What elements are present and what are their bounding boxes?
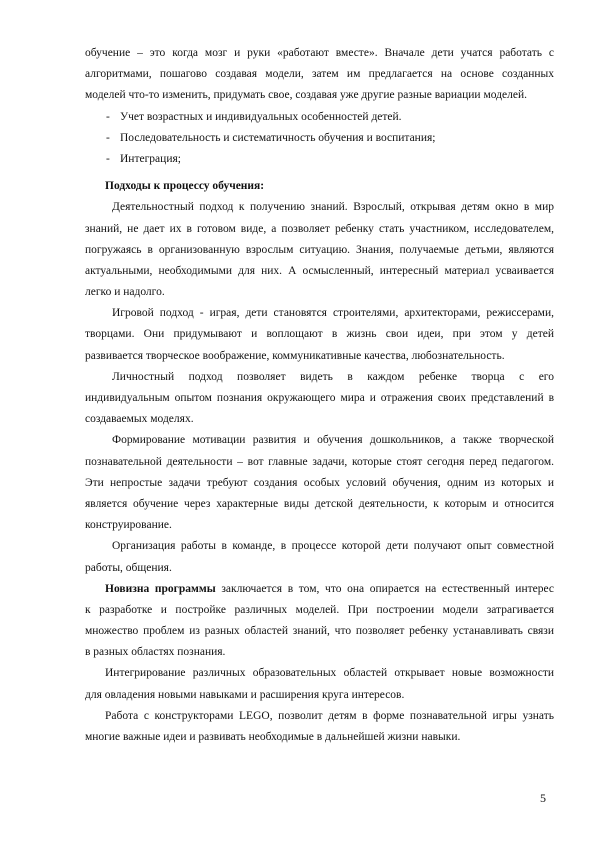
- paragraph-line: знаний, не дает их в готовом виде, а позволяет ребенку стать участником, исследователем,: [85, 222, 554, 235]
- paragraph-line: создаваемых моделях.: [85, 413, 194, 426]
- paragraph-line: творцами. Они придумывают и воплощают в жизнь свои идеи, при этом у детей: [85, 328, 554, 341]
- paragraph-line: Эти непростые задачи требуют создания особых условий обучения, одним из которых и: [85, 476, 554, 489]
- bullet-dash: -: [106, 110, 110, 123]
- paragraph-line: множество проблем из разных областей знаний, что позволяет ребенку устанавливать связи: [85, 625, 554, 638]
- paragraph-line: Деятельностный подход к получению знаний. Взрослый, открывая детям окно в мир: [112, 201, 554, 214]
- intro-line: обучение – это когда мозг и руки «работают вместе». Вначале дети учатся работать с: [85, 47, 554, 59]
- bullet-item: [85, 128, 554, 149]
- paragraph-line: Формирование мотивации развития и обучения дошкольников, а также творческой: [112, 434, 554, 447]
- paragraph-line: Интегрирование различных образовательных областей открывает новые возможности: [105, 667, 554, 680]
- paragraph-line: Игровой подход - играя, дети становятся строителями, архитекторами, режиссерами,: [112, 307, 554, 320]
- bullet-text: Учет возрастных и индивидуальных особенностей детей.: [120, 110, 402, 123]
- page-number: 5: [540, 791, 546, 805]
- intro-line: моделей что-то изменить, придумать свое, создавая уже другие разные вариации моделей.: [85, 89, 527, 102]
- paragraph-line: развивается творческое воображение, коммуникативные качества, любознательность.: [85, 349, 505, 362]
- bullet-item: [85, 107, 554, 128]
- paragraph-line: в разных областях познания.: [85, 646, 226, 659]
- paragraph-line: индивидуальным опытом познания окружающего мира и отражения своих представлений в: [85, 392, 554, 404]
- paragraph-line: погружаясь в организованную взрослым ситуацию. Знания, получаемые детьми, являются: [85, 243, 554, 256]
- paragraph-line: для овладения новыми навыками и расширения круга интересов.: [85, 688, 405, 701]
- novelty-text: заключается в том, что она опирается на естественный интерес: [215, 582, 554, 595]
- paragraph-line: Организация работы в команде, в процессе которой дети получают опыт совместной: [112, 540, 554, 553]
- bullet-item: [85, 149, 554, 170]
- paragraph-line: Работа с конструкторами LEGO, позволит детям в форме познавательной игры узнать: [105, 709, 554, 722]
- paragraph-line: многие важные идеи и развивать необходимые в дальнейшей жизни навыки.: [85, 731, 461, 743]
- paragraph-line: работы, общения.: [85, 561, 172, 574]
- paragraph-line: актуальными, необходимыми для них. А осмысленный, интересный материал усваивается: [85, 264, 554, 277]
- bullet-text: Интеграция;: [120, 152, 181, 165]
- bullet-text: Последовательность и систематичность обучения и воспитания;: [120, 131, 436, 144]
- paragraph-line: познавательной деятельности – вот главные задачи, которые стоят сегодня перед педагогом.: [85, 455, 554, 468]
- paragraph-line: конструирование.: [85, 519, 172, 532]
- paragraph-line: легко и надолго.: [85, 286, 165, 299]
- paragraph-line: [85, 579, 554, 600]
- section-heading: Подходы к процессу обучения:: [105, 180, 265, 193]
- bullet-dash: -: [106, 152, 110, 165]
- paragraph-line: Личностный подход позволяет видеть в каждом ребенке творца с его: [112, 370, 554, 383]
- paragraph-line: является обучение через характерные виды детской деятельности, к которым и относится: [85, 497, 554, 510]
- page-body: [85, 43, 554, 748]
- bullet-dash: -: [106, 131, 110, 144]
- paragraph-line: к разработке и постройке различных моделей. При построении модели затрагивается: [85, 603, 554, 616]
- intro-line: алгоритмами, пошагово создавая модели, затем им предлагается на основе созданных: [85, 68, 554, 81]
- novelty-lead: Новизна программы: [105, 582, 216, 595]
